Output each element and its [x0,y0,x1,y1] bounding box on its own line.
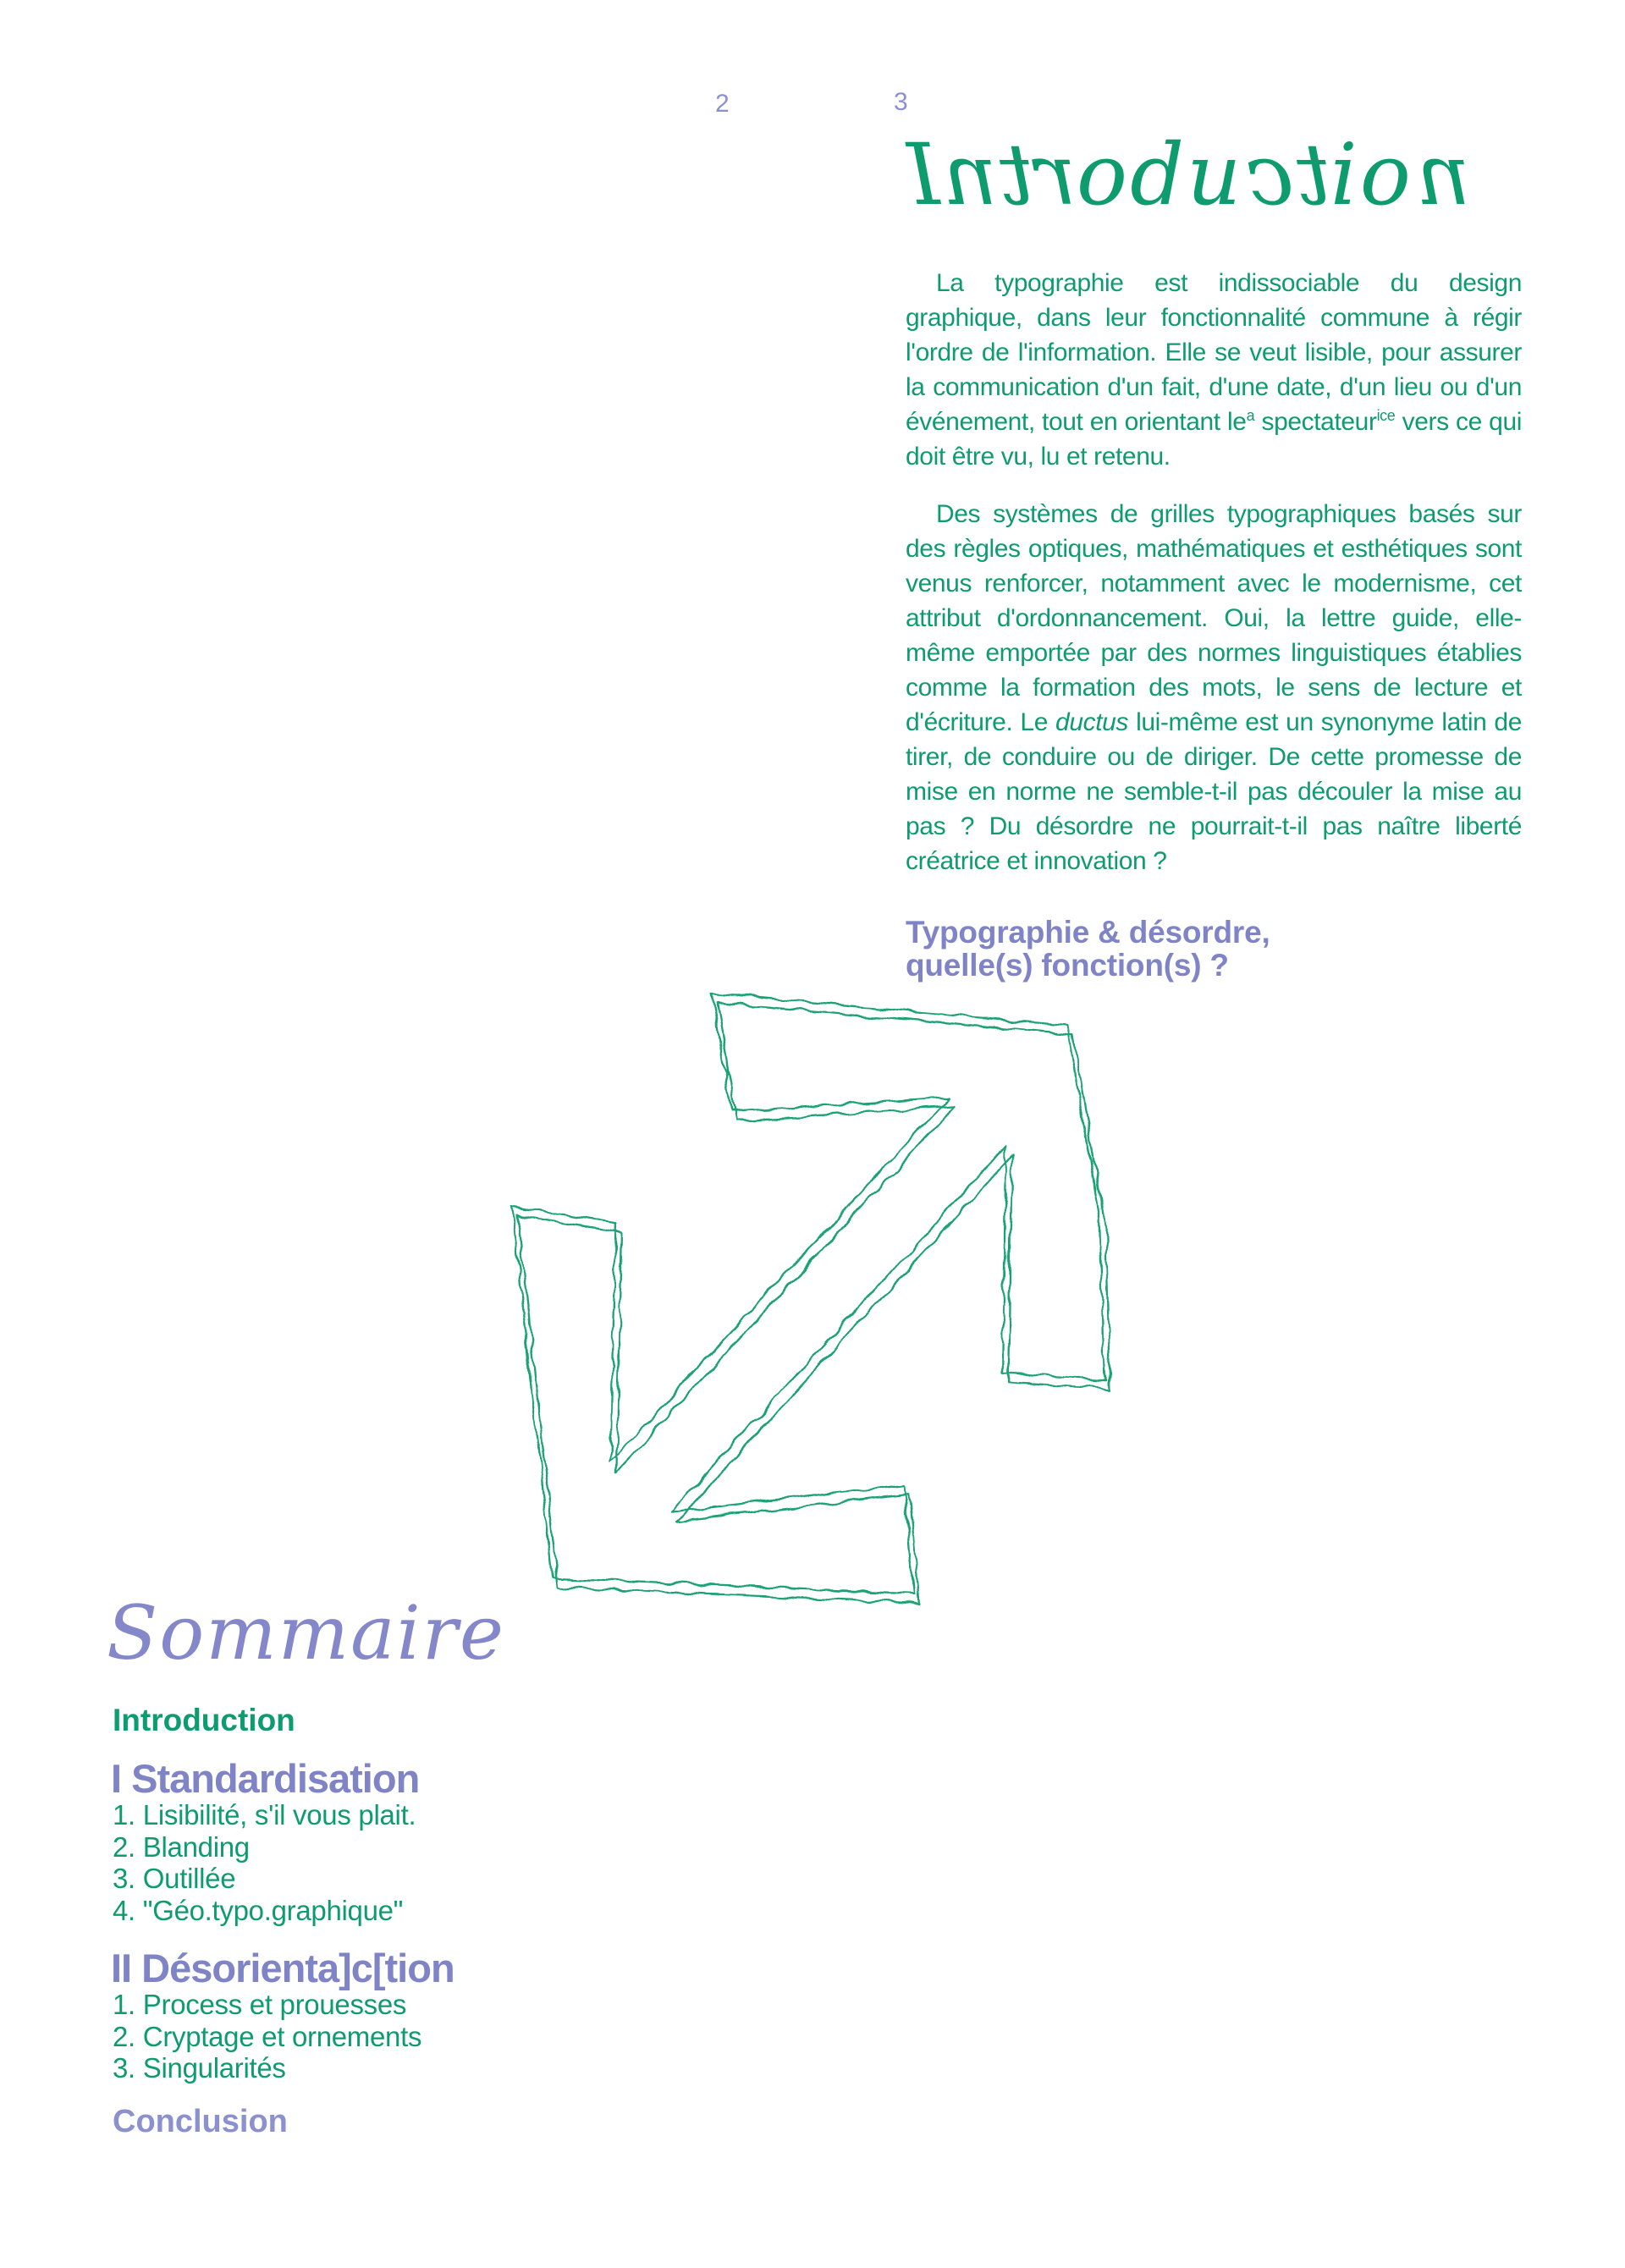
toc-item-introduction: Introduction [113,1703,295,1737]
arrow-outline-stroke-2 [518,1003,1110,1603]
introduction-text-column [906,266,1522,982]
toc-item: 1. Lisibilité, s'il vous plait. [113,1799,416,1830]
heading-line-1: Typographie & désordre, [906,915,1270,950]
paragraph-2-text: Des systèmes de grilles typographiques basés sur des règles optiques, mathématiques et esthétiques sont venus renforcer, notamment avec le modernisme, cet attribut d'ordonnancement. Oui, la lettre guide, elle-même emportée par des normes linguistiques établies comme la formation des mots, le sens de lecture et d'écriture. Le [906,500,1522,736]
paragraph-1-text: vers ce qui doit être vu, lu et retenu. [906,408,1522,471]
introduction-title: Introduction [904,125,1471,224]
toc-item: 4. "Géo.typo.graphique" [113,1894,404,1926]
toc-item-conclusion: Conclusion [113,2104,288,2139]
toc-section-1-title: I Standardisation [111,1756,420,1801]
sommaire-title: Sommaire [107,1589,505,1676]
inclusive-suffix-a: a [1246,407,1255,424]
toc-item: 3. Outillée [113,1863,236,1894]
research-question-heading [906,916,1522,982]
intro-paragraph-2 [906,497,1522,878]
toc-section-1-list [113,1799,416,1926]
toc-item: 2. Blanding [113,1830,250,1863]
paragraph-1-text: La typographie est indissociable du design graphique, dans leur fonctionnalité commune à régir l'ordre de l'information. Elle se veut lisible, pour assurer la communication d'un fait, d'une date, d'un lieu ou d'un événement, tout en orientant le [906,269,1522,436]
toc-section-2-list [113,1989,421,2084]
page-number-left: 2 [715,90,730,118]
latin-term-ductus: ductus [1055,708,1129,736]
toc-item: 2. Cryptage et ornements [113,2020,422,2052]
arrow-outline-stroke-1 [512,994,1104,1594]
paragraph-2-text: lui-même est un synonyme latin de tirer, de conduire ou de diriger. De cette promesse de mise en norme ne semble-t-il pas découler la mise au pas ? Du désordre ne pourrait-t-il pas naître liberté créatrice et innovation ? [906,708,1522,875]
toc-section-2-title: II Désorienta]c[tion [111,1946,454,1990]
paragraph-1-text: spectateur [1254,408,1377,436]
intro-paragraph-1 [906,266,1522,474]
toc-item: 1. Process et prouesses [113,1989,407,2020]
inclusive-suffix-ice: ice [1376,407,1396,424]
double-arrow-graphic [499,984,1111,1621]
wavy-arrow-svg [499,984,1111,1621]
page-number-right: 3 [894,88,908,116]
toc-item: 3. Singularités [113,2052,286,2084]
heading-line-2: quelle(s) fonction(s) ? [906,948,1229,983]
